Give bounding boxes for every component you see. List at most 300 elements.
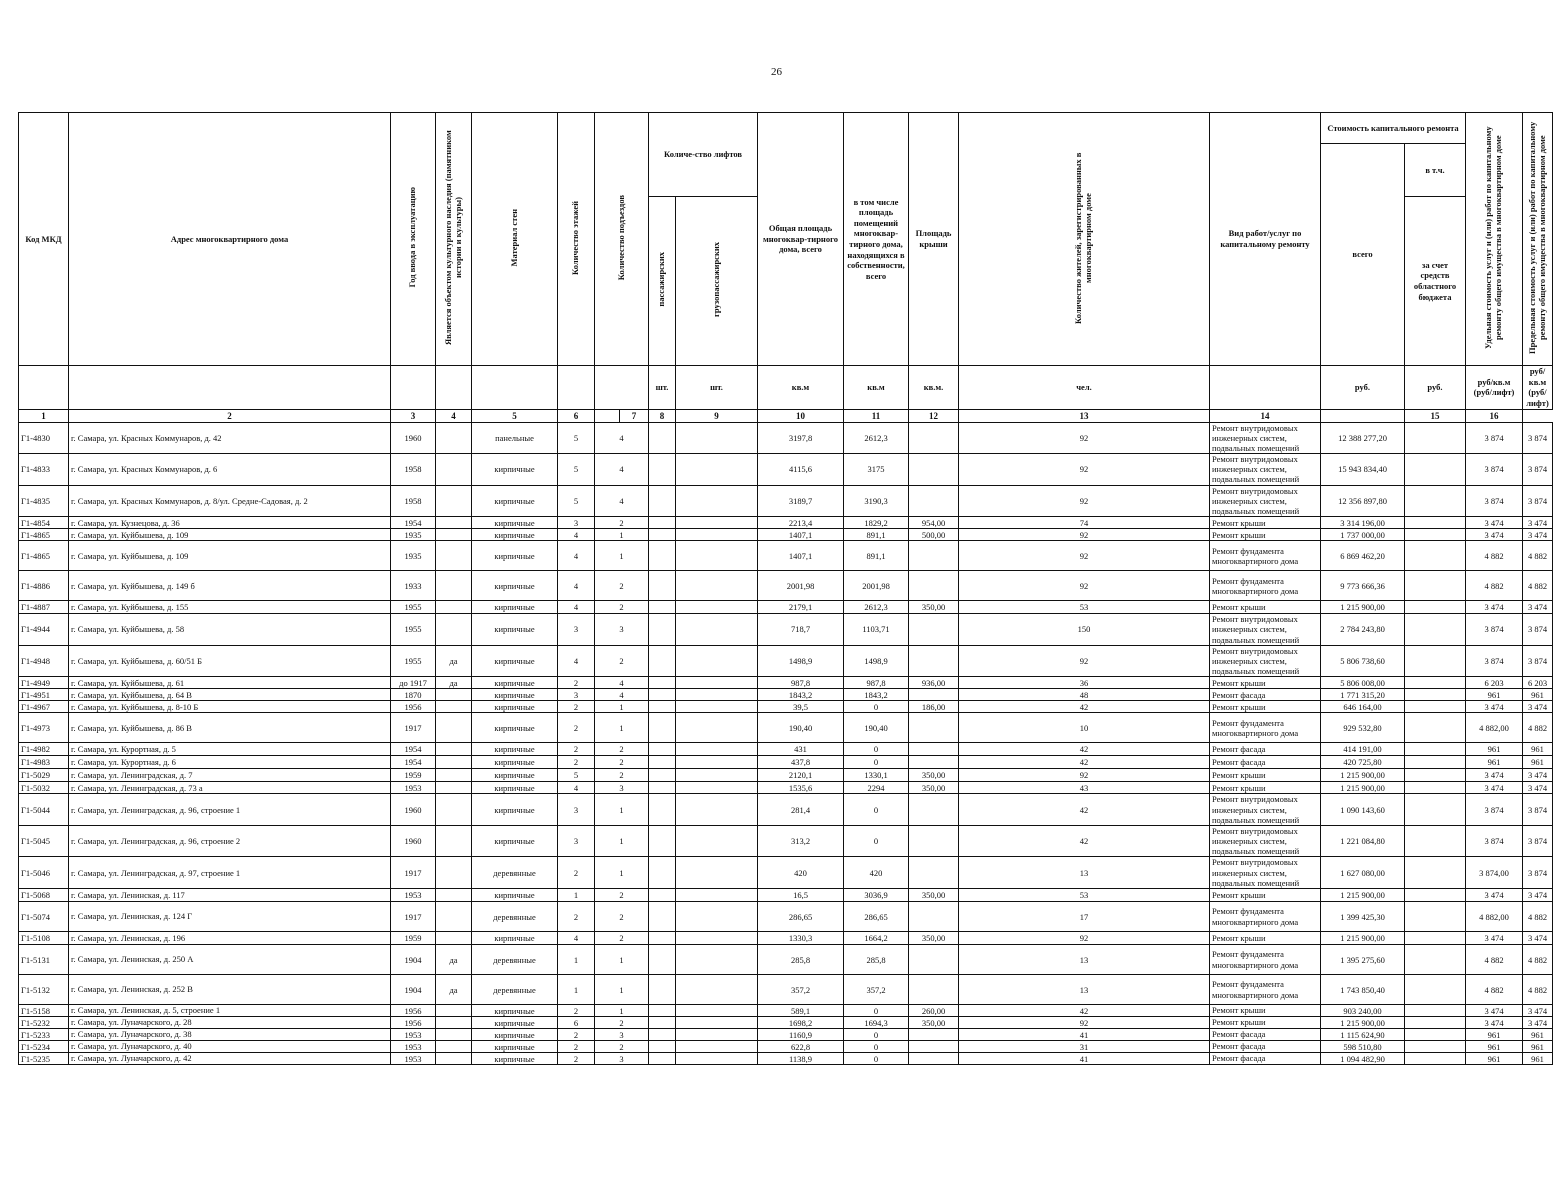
row-code: Г1-5132 — [19, 975, 69, 1005]
row-total-area: 2213,4 — [758, 517, 844, 529]
row-address: г. Самара, ул. Куйбышева, д. 109 — [69, 541, 391, 571]
row-cost-regional — [1405, 422, 1466, 454]
row-entrances: 4 — [595, 689, 649, 701]
row-cost-total: 1 115 624,90 — [1321, 1029, 1405, 1041]
row-limit-cost: 961 — [1523, 743, 1553, 756]
row-lifts-passenger — [649, 902, 676, 932]
row-code: Г1-5235 — [19, 1053, 69, 1065]
row-total-area: 1843,2 — [758, 689, 844, 701]
unit-cost-total: руб. — [1321, 366, 1405, 410]
table-row — [19, 454, 1553, 486]
column-number: 8 — [649, 409, 676, 422]
row-roof-area — [909, 794, 959, 826]
row-address: г. Самара, ул. Ленинская, д. 5, строение 1 — [69, 1005, 391, 1017]
row-code: Г1-5234 — [19, 1041, 69, 1053]
row-owned-area: 285,8 — [844, 945, 909, 975]
row-residents: 42 — [959, 794, 1210, 826]
row-cost-regional — [1405, 794, 1466, 826]
row-wall-material: кирпичные — [472, 782, 558, 794]
row-total-area: 190,40 — [758, 713, 844, 743]
row-cost-total: 1 771 315,20 — [1321, 689, 1405, 701]
row-code: Г1-4983 — [19, 756, 69, 769]
row-work-type: Ремонт крыши — [1210, 889, 1321, 902]
row-lifts-passenger — [649, 485, 676, 517]
row-lifts-cargo — [676, 1005, 758, 1017]
row-cost-regional — [1405, 517, 1466, 529]
row-lifts-passenger — [649, 932, 676, 945]
row-cost-regional — [1405, 677, 1466, 689]
table-row — [19, 614, 1553, 646]
row-heritage — [436, 825, 472, 857]
unit-empty — [472, 366, 558, 410]
row-code: Г1-5046 — [19, 857, 69, 889]
table-row — [19, 541, 1553, 571]
row-wall-material: кирпичные — [472, 645, 558, 677]
row-cost-total: 3 314 196,00 — [1321, 517, 1405, 529]
row-work-type: Ремонт фундамента многоквартирного дома — [1210, 571, 1321, 601]
row-floors: 4 — [558, 645, 595, 677]
row-heritage: да — [436, 975, 472, 1005]
row-unit-cost: 4 882,00 — [1466, 713, 1523, 743]
row-roof-area — [909, 485, 959, 517]
row-lifts-cargo — [676, 689, 758, 701]
unit-area-owned: кв.м — [844, 366, 909, 410]
row-address: г. Самара, ул. Куйбышева, д. 8-10 Б — [69, 701, 391, 713]
row-work-type: Ремонт крыши — [1210, 601, 1321, 614]
row-cost-total: 598 510,80 — [1321, 1041, 1405, 1053]
row-work-type: Ремонт внутридомовых инженерных систем, подвальных помещений — [1210, 857, 1321, 889]
row-unit-cost: 3 474 — [1466, 1017, 1523, 1029]
row-lifts-passenger — [649, 614, 676, 646]
row-cost-total: 1 737 000,00 — [1321, 529, 1405, 541]
row-year: 1954 — [391, 756, 436, 769]
row-code: Г1-5232 — [19, 1017, 69, 1029]
row-floors: 2 — [558, 756, 595, 769]
row-address: г. Самара, ул. Курортная, д. 5 — [69, 743, 391, 756]
unit-empty — [19, 366, 69, 410]
row-residents: 92 — [959, 932, 1210, 945]
row-year: 1953 — [391, 1041, 436, 1053]
row-address: г. Самара, ул. Ленинградская, д. 7 — [69, 769, 391, 782]
row-roof-area — [909, 541, 959, 571]
row-code: Г1-4865 — [19, 529, 69, 541]
row-work-type: Ремонт крыши — [1210, 529, 1321, 541]
row-year: 1956 — [391, 1005, 436, 1017]
row-total-area: 1330,3 — [758, 932, 844, 945]
row-work-type: Ремонт фундамента многоквартирного дома — [1210, 541, 1321, 571]
row-code: Г1-4835 — [19, 485, 69, 517]
row-lifts-cargo — [676, 614, 758, 646]
row-code: Г1-4951 — [19, 689, 69, 701]
row-lifts-passenger — [649, 713, 676, 743]
row-roof-area — [909, 902, 959, 932]
row-roof-area — [909, 1041, 959, 1053]
row-total-area: 1535,6 — [758, 782, 844, 794]
row-cost-regional — [1405, 756, 1466, 769]
row-entrances: 2 — [595, 932, 649, 945]
row-owned-area: 420 — [844, 857, 909, 889]
row-heritage — [436, 743, 472, 756]
row-cost-total: 1 399 425,30 — [1321, 902, 1405, 932]
header-cost-total: всего — [1321, 144, 1405, 366]
table-row — [19, 517, 1553, 529]
row-residents: 92 — [959, 422, 1210, 454]
row-heritage — [436, 782, 472, 794]
row-entrances: 1 — [595, 713, 649, 743]
row-limit-cost: 3 474 — [1523, 932, 1553, 945]
row-entrances: 1 — [595, 1005, 649, 1017]
table-row — [19, 857, 1553, 889]
row-code: Г1-4967 — [19, 701, 69, 713]
header-residents-text: Количество жителей, зарегистрированных в многоквартирном доме — [1073, 152, 1093, 324]
row-owned-area: 1694,3 — [844, 1017, 909, 1029]
row-total-area: 987,8 — [758, 677, 844, 689]
row-address: г. Самара, ул. Курортная, д. 6 — [69, 756, 391, 769]
row-floors: 2 — [558, 1053, 595, 1065]
row-owned-area: 0 — [844, 756, 909, 769]
row-heritage — [436, 701, 472, 713]
row-cost-regional — [1405, 689, 1466, 701]
row-lifts-passenger — [649, 945, 676, 975]
row-total-area: 2179,1 — [758, 601, 844, 614]
row-year: 1954 — [391, 743, 436, 756]
row-heritage — [436, 1053, 472, 1065]
row-cost-regional — [1405, 902, 1466, 932]
row-code: Г1-4944 — [19, 614, 69, 646]
row-code: Г1-4886 — [19, 571, 69, 601]
row-owned-area: 1498,9 — [844, 645, 909, 677]
row-year: 1870 — [391, 689, 436, 701]
column-number: 16 — [1466, 409, 1523, 422]
row-residents: 48 — [959, 689, 1210, 701]
row-wall-material: кирпичные — [472, 1029, 558, 1041]
header-code: Код МКД — [19, 113, 69, 366]
row-wall-material: кирпичные — [472, 689, 558, 701]
header-cost-regional: за счет средств областного бюджета — [1405, 197, 1466, 366]
row-lifts-passenger — [649, 1017, 676, 1029]
row-residents: 42 — [959, 1005, 1210, 1017]
row-wall-material: кирпичные — [472, 889, 558, 902]
row-cost-regional — [1405, 889, 1466, 902]
row-owned-area: 891,1 — [844, 529, 909, 541]
row-unit-cost: 3 474 — [1466, 782, 1523, 794]
row-year: 1917 — [391, 713, 436, 743]
row-unit-cost: 4 882 — [1466, 541, 1523, 571]
row-floors: 2 — [558, 677, 595, 689]
row-total-area: 431 — [758, 743, 844, 756]
row-lifts-cargo — [676, 1029, 758, 1041]
row-year: 1959 — [391, 769, 436, 782]
row-floors: 2 — [558, 713, 595, 743]
table-row — [19, 529, 1553, 541]
row-address: г. Самара, ул. Ленинградская, д. 97, строение 1 — [69, 857, 391, 889]
table-row — [19, 932, 1553, 945]
row-cost-regional — [1405, 454, 1466, 486]
row-floors: 2 — [558, 902, 595, 932]
row-entrances: 4 — [595, 422, 649, 454]
header-lifts: Количе-ство лифтов — [649, 113, 758, 197]
row-cost-regional — [1405, 1029, 1466, 1041]
row-limit-cost: 4 882 — [1523, 713, 1553, 743]
row-floors: 1 — [558, 975, 595, 1005]
row-heritage — [436, 769, 472, 782]
row-lifts-passenger — [649, 422, 676, 454]
header-year-text: Год ввода в эксплуатацию — [407, 187, 418, 288]
row-unit-cost: 961 — [1466, 1041, 1523, 1053]
row-heritage — [436, 713, 472, 743]
row-unit-cost: 3 874 — [1466, 454, 1523, 486]
row-owned-area: 0 — [844, 1041, 909, 1053]
row-work-type: Ремонт внутридомовых инженерных систем, подвальных помещений — [1210, 794, 1321, 826]
row-residents: 10 — [959, 713, 1210, 743]
row-unit-cost: 6 203 — [1466, 677, 1523, 689]
row-lifts-passenger — [649, 857, 676, 889]
row-address: г. Самара, ул. Ленинградская, д. 96, строение 1 — [69, 794, 391, 826]
row-work-type: Ремонт крыши — [1210, 1017, 1321, 1029]
row-wall-material: кирпичные — [472, 517, 558, 529]
row-cost-total: 1 090 143,60 — [1321, 794, 1405, 826]
row-wall-material: кирпичные — [472, 1041, 558, 1053]
row-cost-regional — [1405, 701, 1466, 713]
header-total-area: Общая площадь многоквар-тирного дома, всего — [758, 113, 844, 366]
row-residents: 74 — [959, 517, 1210, 529]
row-entrances: 2 — [595, 902, 649, 932]
row-total-area: 1698,2 — [758, 1017, 844, 1029]
table-row — [19, 902, 1553, 932]
header-wall-material-text: Материал стен — [508, 208, 519, 267]
row-wall-material: панельные — [472, 422, 558, 454]
row-residents: 92 — [959, 485, 1210, 517]
row-heritage — [436, 571, 472, 601]
row-wall-material: кирпичные — [472, 541, 558, 571]
row-code: Г1-4865 — [19, 541, 69, 571]
row-cost-total: 1 215 900,00 — [1321, 889, 1405, 902]
row-entrances: 1 — [595, 945, 649, 975]
row-lifts-passenger — [649, 677, 676, 689]
row-lifts-passenger — [649, 517, 676, 529]
row-floors: 5 — [558, 422, 595, 454]
row-owned-area: 0 — [844, 1053, 909, 1065]
row-address: г. Самара, ул. Луначарского, д. 42 — [69, 1053, 391, 1065]
row-lifts-cargo — [676, 945, 758, 975]
row-lifts-cargo — [676, 701, 758, 713]
row-code: Г1-5044 — [19, 794, 69, 826]
row-roof-area: 350,00 — [909, 782, 959, 794]
row-code: Г1-4973 — [19, 713, 69, 743]
row-residents: 53 — [959, 601, 1210, 614]
row-cost-total: 2 784 243,80 — [1321, 614, 1405, 646]
row-lifts-passenger — [649, 1029, 676, 1041]
unit-residents: чел. — [959, 366, 1210, 410]
row-total-area: 1138,9 — [758, 1053, 844, 1065]
row-heritage — [436, 529, 472, 541]
row-address: г. Самара, ул. Куйбышева, д. 149 б — [69, 571, 391, 601]
row-residents: 92 — [959, 1017, 1210, 1029]
row-limit-cost: 3 874 — [1523, 485, 1553, 517]
header-work-type: Вид работ/услуг по капитальному ремонту — [1210, 113, 1321, 366]
row-year: 1956 — [391, 1017, 436, 1029]
row-lifts-passenger — [649, 541, 676, 571]
row-entrances: 3 — [595, 614, 649, 646]
row-cost-total: 6 869 462,20 — [1321, 541, 1405, 571]
row-heritage — [436, 1029, 472, 1041]
row-cost-total: 929 532,80 — [1321, 713, 1405, 743]
header-wall-material — [472, 113, 558, 366]
row-cost-total: 9 773 666,36 — [1321, 571, 1405, 601]
row-code: Г1-5131 — [19, 945, 69, 975]
row-roof-area — [909, 614, 959, 646]
row-roof-area: 260,00 — [909, 1005, 959, 1017]
column-number — [595, 409, 620, 422]
row-roof-area — [909, 743, 959, 756]
row-work-type: Ремонт внутридомовых инженерных систем, подвальных помещений — [1210, 454, 1321, 486]
row-cost-total: 903 240,00 — [1321, 1005, 1405, 1017]
row-unit-cost: 3 474 — [1466, 601, 1523, 614]
row-total-area: 286,65 — [758, 902, 844, 932]
row-roof-area — [909, 689, 959, 701]
table-row — [19, 1029, 1553, 1041]
row-lifts-cargo — [676, 902, 758, 932]
row-cost-total: 1 395 275,60 — [1321, 945, 1405, 975]
row-lifts-cargo — [676, 825, 758, 857]
row-cost-regional — [1405, 601, 1466, 614]
row-address: г. Самара, ул. Куйбышева, д. 58 — [69, 614, 391, 646]
column-number: 5 — [472, 409, 558, 422]
row-floors: 4 — [558, 571, 595, 601]
row-cost-total: 1 743 850,40 — [1321, 975, 1405, 1005]
unit-roof: кв.м. — [909, 366, 959, 410]
row-limit-cost: 3 874 — [1523, 422, 1553, 454]
row-heritage — [436, 932, 472, 945]
column-number: 10 — [758, 409, 844, 422]
row-address: г. Самара, ул. Ленинградская, д. 73 а — [69, 782, 391, 794]
row-lifts-passenger — [649, 975, 676, 1005]
row-address: г. Самара, ул. Куйбышева, д. 61 — [69, 677, 391, 689]
row-lifts-passenger — [649, 454, 676, 486]
row-entrances: 1 — [595, 825, 649, 857]
row-unit-cost: 3 474 — [1466, 517, 1523, 529]
row-year: 1917 — [391, 857, 436, 889]
row-total-area: 4115,6 — [758, 454, 844, 486]
row-roof-area: 350,00 — [909, 932, 959, 945]
row-floors: 5 — [558, 769, 595, 782]
row-heritage: да — [436, 645, 472, 677]
unit-area-total: кв.м — [758, 366, 844, 410]
header-residents — [959, 113, 1210, 366]
row-work-type: Ремонт крыши — [1210, 769, 1321, 782]
table-row — [19, 743, 1553, 756]
header-lifts-passenger-text: пассажирских — [656, 252, 667, 308]
row-address: г. Самара, ул. Куйбышева, д. 109 — [69, 529, 391, 541]
row-lifts-cargo — [676, 975, 758, 1005]
header-floors-text: Количество этажей — [570, 200, 581, 275]
header-limit-cost — [1523, 113, 1553, 366]
row-roof-area — [909, 857, 959, 889]
row-lifts-passenger — [649, 794, 676, 826]
row-entrances: 2 — [595, 645, 649, 677]
row-owned-area: 0 — [844, 701, 909, 713]
row-entrances: 2 — [595, 756, 649, 769]
row-total-area: 3189,7 — [758, 485, 844, 517]
header-address: Адрес многоквартирного дома — [69, 113, 391, 366]
row-work-type: Ремонт крыши — [1210, 1005, 1321, 1017]
row-total-area: 622,8 — [758, 1041, 844, 1053]
row-unit-cost: 3 874 — [1466, 645, 1523, 677]
row-address: г. Самара, ул. Куйбышева, д. 86 В — [69, 713, 391, 743]
row-roof-area — [909, 975, 959, 1005]
row-total-area: 313,2 — [758, 825, 844, 857]
row-cost-regional — [1405, 1017, 1466, 1029]
row-work-type: Ремонт крыши — [1210, 701, 1321, 713]
row-wall-material: кирпичные — [472, 769, 558, 782]
column-number: 13 — [959, 409, 1210, 422]
row-cost-total: 1 215 900,00 — [1321, 601, 1405, 614]
row-unit-cost: 3 874 — [1466, 485, 1523, 517]
row-cost-regional — [1405, 975, 1466, 1005]
row-address: г. Самара, ул. Ленинская, д. 250 А — [69, 945, 391, 975]
row-limit-cost: 3 474 — [1523, 889, 1553, 902]
row-work-type: Ремонт внутридомовых инженерных систем, подвальных помещений — [1210, 485, 1321, 517]
row-wall-material: кирпичные — [472, 701, 558, 713]
row-entrances: 1 — [595, 541, 649, 571]
row-limit-cost: 961 — [1523, 756, 1553, 769]
row-unit-cost: 3 474 — [1466, 889, 1523, 902]
row-heritage — [436, 902, 472, 932]
row-lifts-passenger — [649, 743, 676, 756]
row-roof-area: 936,00 — [909, 677, 959, 689]
row-residents: 150 — [959, 614, 1210, 646]
row-owned-area: 1664,2 — [844, 932, 909, 945]
row-residents: 92 — [959, 529, 1210, 541]
row-floors: 4 — [558, 782, 595, 794]
row-unit-cost: 4 882 — [1466, 945, 1523, 975]
row-cost-regional — [1405, 932, 1466, 945]
row-roof-area — [909, 1029, 959, 1041]
table-row — [19, 689, 1553, 701]
row-floors: 4 — [558, 529, 595, 541]
row-total-area: 281,4 — [758, 794, 844, 826]
header-heritage-text: Является объектом культурного наследия (памятником истории и культуры) — [442, 130, 463, 346]
column-number — [1321, 409, 1405, 422]
row-roof-area — [909, 1053, 959, 1065]
table-row — [19, 889, 1553, 902]
table-row — [19, 794, 1553, 826]
row-residents: 13 — [959, 945, 1210, 975]
row-year: 1904 — [391, 975, 436, 1005]
row-unit-cost: 961 — [1466, 743, 1523, 756]
row-owned-area: 2294 — [844, 782, 909, 794]
row-wall-material: деревянные — [472, 975, 558, 1005]
row-unit-cost: 3 874,00 — [1466, 857, 1523, 889]
header-owned-area: в том числе площадь помещений многоквар-тирного дома, находящихся в собственности, всего — [844, 113, 909, 366]
column-number: 1 — [19, 409, 69, 422]
row-limit-cost: 4 882 — [1523, 975, 1553, 1005]
row-owned-area: 3036,9 — [844, 889, 909, 902]
row-lifts-passenger — [649, 889, 676, 902]
table-row — [19, 756, 1553, 769]
unit-lift-pass: шт. — [649, 366, 676, 410]
row-year: 1935 — [391, 529, 436, 541]
row-cost-regional — [1405, 743, 1466, 756]
row-cost-total: 5 806 008,00 — [1321, 677, 1405, 689]
table-row — [19, 422, 1553, 454]
row-address: г. Самара, ул. Красных Коммунаров, д. 8/ул. Средне-Садовая, д. 2 — [69, 485, 391, 517]
column-number: 3 — [391, 409, 436, 422]
row-work-type: Ремонт внутридомовых инженерных систем, подвальных помещений — [1210, 614, 1321, 646]
row-address: г. Самара, ул. Луначарского, д. 40 — [69, 1041, 391, 1053]
row-floors: 3 — [558, 825, 595, 857]
row-cost-total: 420 725,80 — [1321, 756, 1405, 769]
